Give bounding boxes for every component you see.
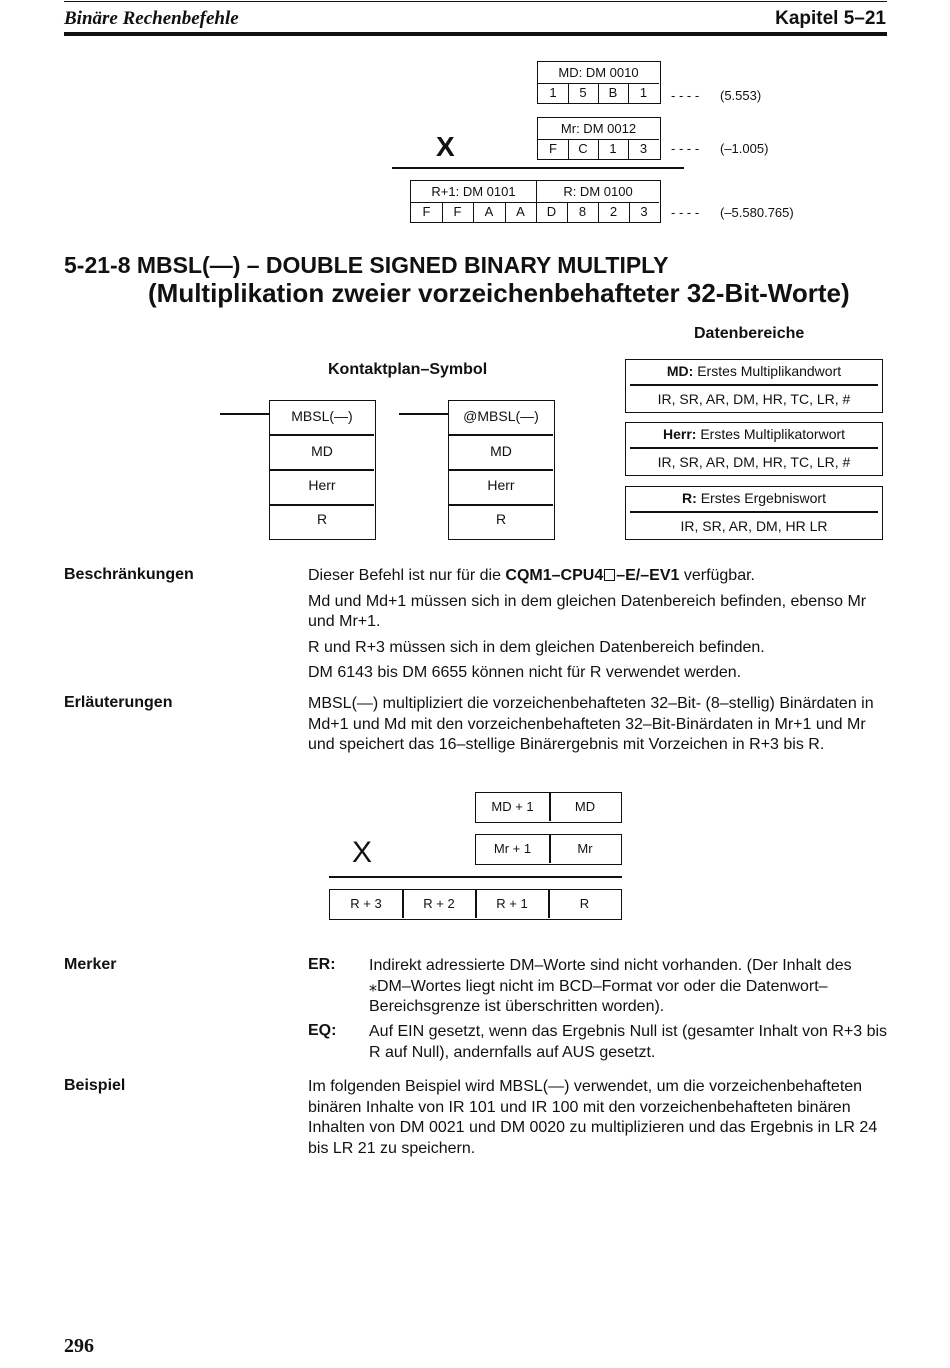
r-digit: D xyxy=(546,204,557,219)
flag-er-text: Indirekt adressierte DM–Worte sind nicht vorhanden. (Der Inhalt des ⁎DM–Wortes liegt nicht im BCD–Format vor oder die Datenwort–Bereichsgrenze ist überschritten worden). xyxy=(369,957,852,1015)
mr-digit: 1 xyxy=(609,141,617,156)
md-digit: B xyxy=(608,85,618,100)
example-text: Im folgenden Beispiel wird MBSL(—) verwendet, um die vorzeichenbehafteten binären Inhalte von IR 101 und IR 100 mit den vorzeichenbehafteten binären Inhalten von DM 0021 und DM 0020 zu multiplizieren und das Ergebnis in LR 24 bis LR 21 zu speichern. xyxy=(308,1078,878,1157)
section-title: 5-21-8 MBSL(—) – DOUBLE SIGNED BINARY MULTIPLY xyxy=(64,252,669,278)
md-words-box xyxy=(475,792,622,823)
data-area-md xyxy=(625,359,883,413)
mr1-word: Mr + 1 xyxy=(493,841,532,856)
md-digit: 1 xyxy=(639,85,648,100)
page-number: 296 xyxy=(64,1335,94,1357)
flag-er-key: ER: xyxy=(308,956,336,973)
flag-eq-key: EQ: xyxy=(308,1022,337,1039)
chapter-number: Kapitel 5–21 xyxy=(775,8,886,29)
data-area-r xyxy=(625,486,883,540)
chapter-title: Binäre Rechenbefehle xyxy=(64,8,239,29)
r-words-box xyxy=(329,889,622,920)
restrictions-label: Beschränkungen xyxy=(64,566,194,583)
r1-register-label: R+1: DM 0101 xyxy=(431,184,516,199)
data-area-list: IR, SR, AR, DM, HR, TC, LR, # xyxy=(657,391,851,407)
md-dash: - - - - xyxy=(671,88,700,103)
data-area-list: IR, SR, AR, DM, HR, TC, LR, # xyxy=(657,454,851,470)
flags-label: Merker xyxy=(64,956,117,973)
result-rule xyxy=(329,876,622,878)
data-area-key: Herr: xyxy=(662,426,697,442)
r2-word: R + 2 xyxy=(423,896,455,911)
restrictions-text: Dieser Befehl ist nur für die CQM1–CPU4 –E/–EV1 verfügbar. Md und Md+1 müssen sich in dem gleichen Datenbereich befinden, ebenso Mr und Mr+1. R und R+3 müssen sich in dem gleichen Datenbereich befinden. DM 6143 bis DM 6655 können nicht für R verwendet werden. xyxy=(308,567,867,681)
ladder-operand-r: R xyxy=(495,511,507,527)
data-area-desc: Erstes Multiplikandwort xyxy=(697,363,842,379)
mr-word: Mr xyxy=(577,841,593,856)
result-rule xyxy=(392,167,684,169)
md-digit: 5 xyxy=(579,85,587,100)
mr-digit: F xyxy=(549,141,557,156)
top-rule xyxy=(64,1,887,2)
mr-decimal-note: (–1.005) xyxy=(720,141,769,156)
ladder-operand-r: R xyxy=(316,511,328,527)
r-digit: A xyxy=(484,204,494,219)
mr-digit: C xyxy=(578,141,588,156)
md1-word: MD + 1 xyxy=(491,799,534,814)
ladder-operand-herr: Herr xyxy=(487,477,515,493)
ladder-instruction-name: MBSL(—) xyxy=(291,408,353,424)
mr-digit: 3 xyxy=(639,141,648,156)
md-register-box xyxy=(537,61,661,104)
r-digit: F xyxy=(422,204,431,219)
data-area-desc: Erstes Multiplikatorwort xyxy=(700,426,846,442)
ladder-heading: Kontaktplan–Symbol xyxy=(328,361,488,378)
square-placeholder-icon xyxy=(604,569,615,581)
r-decimal-note: (–5.580.765) xyxy=(720,205,794,220)
explanation-text: MBSL(—) multipliziert die vorzeichenbehafteten 32–Bit- (8–stellig) Binärdaten in Md+1 und Md mit den vorzeichenbehafteten 32–Bit-Binärdaten in Mr+1 und Mr und speichert das 16–stellige Binärergebnis mit Vorzeichen in R+3 bis R. xyxy=(308,695,874,753)
example-label: Beispiel xyxy=(64,1077,126,1094)
mr-words-box xyxy=(475,834,622,865)
r-digit: A xyxy=(516,204,525,219)
md-digit: 1 xyxy=(549,85,557,100)
ladder-operand-herr: Herr xyxy=(308,477,336,493)
data-area-key: MD: xyxy=(666,363,694,379)
r-word: R xyxy=(579,896,590,911)
r-digit: F xyxy=(453,204,462,219)
data-area-list: IR, SR, AR, DM, HR LR xyxy=(680,518,828,534)
ladder-operand-md: MD xyxy=(490,443,512,459)
data-area-desc: Erstes Ergebniswort xyxy=(700,490,826,506)
r-dash: - - - - xyxy=(671,205,700,220)
ladder-operand-md: MD xyxy=(311,443,333,459)
multiply-sign: X xyxy=(352,836,373,869)
explanation-label: Erläuterungen xyxy=(64,694,173,711)
flag-eq-text: Auf EIN gesetzt, wenn das Ergebnis Null ist (gesamter Inhalt von R+3 bis R auf Null), andernfalls auf AUS gesetzt. xyxy=(369,1023,888,1061)
md-register-label: MD: DM 0010 xyxy=(558,65,639,80)
section-subtitle: (Multiplikation zweier vorzeichenbehafteter 32-Bit-Worte) xyxy=(148,278,850,308)
ladder-instruction-name: @MBSL(—) xyxy=(463,408,539,424)
header-rule xyxy=(64,32,887,36)
mr-register-label: Mr: DM 0012 xyxy=(560,121,637,136)
mr-dash: - - - - xyxy=(671,141,700,156)
multiply-sign: X xyxy=(436,131,455,162)
data-areas-heading: Datenbereiche xyxy=(694,325,805,342)
data-area-herr xyxy=(625,422,883,476)
r-digit: 8 xyxy=(578,204,587,219)
result-register-box xyxy=(410,180,661,223)
mr-register-box xyxy=(537,117,661,160)
md-word: MD xyxy=(574,799,596,814)
data-area-key: R: xyxy=(682,490,697,506)
r1-word: R + 1 xyxy=(496,896,528,911)
md-decimal-note: (5.553) xyxy=(720,88,762,103)
r3-word: R + 3 xyxy=(350,896,382,911)
r-digit: 2 xyxy=(609,204,618,219)
r-digit: 3 xyxy=(640,204,648,219)
r-register-label: R: DM 0100 xyxy=(563,184,633,199)
